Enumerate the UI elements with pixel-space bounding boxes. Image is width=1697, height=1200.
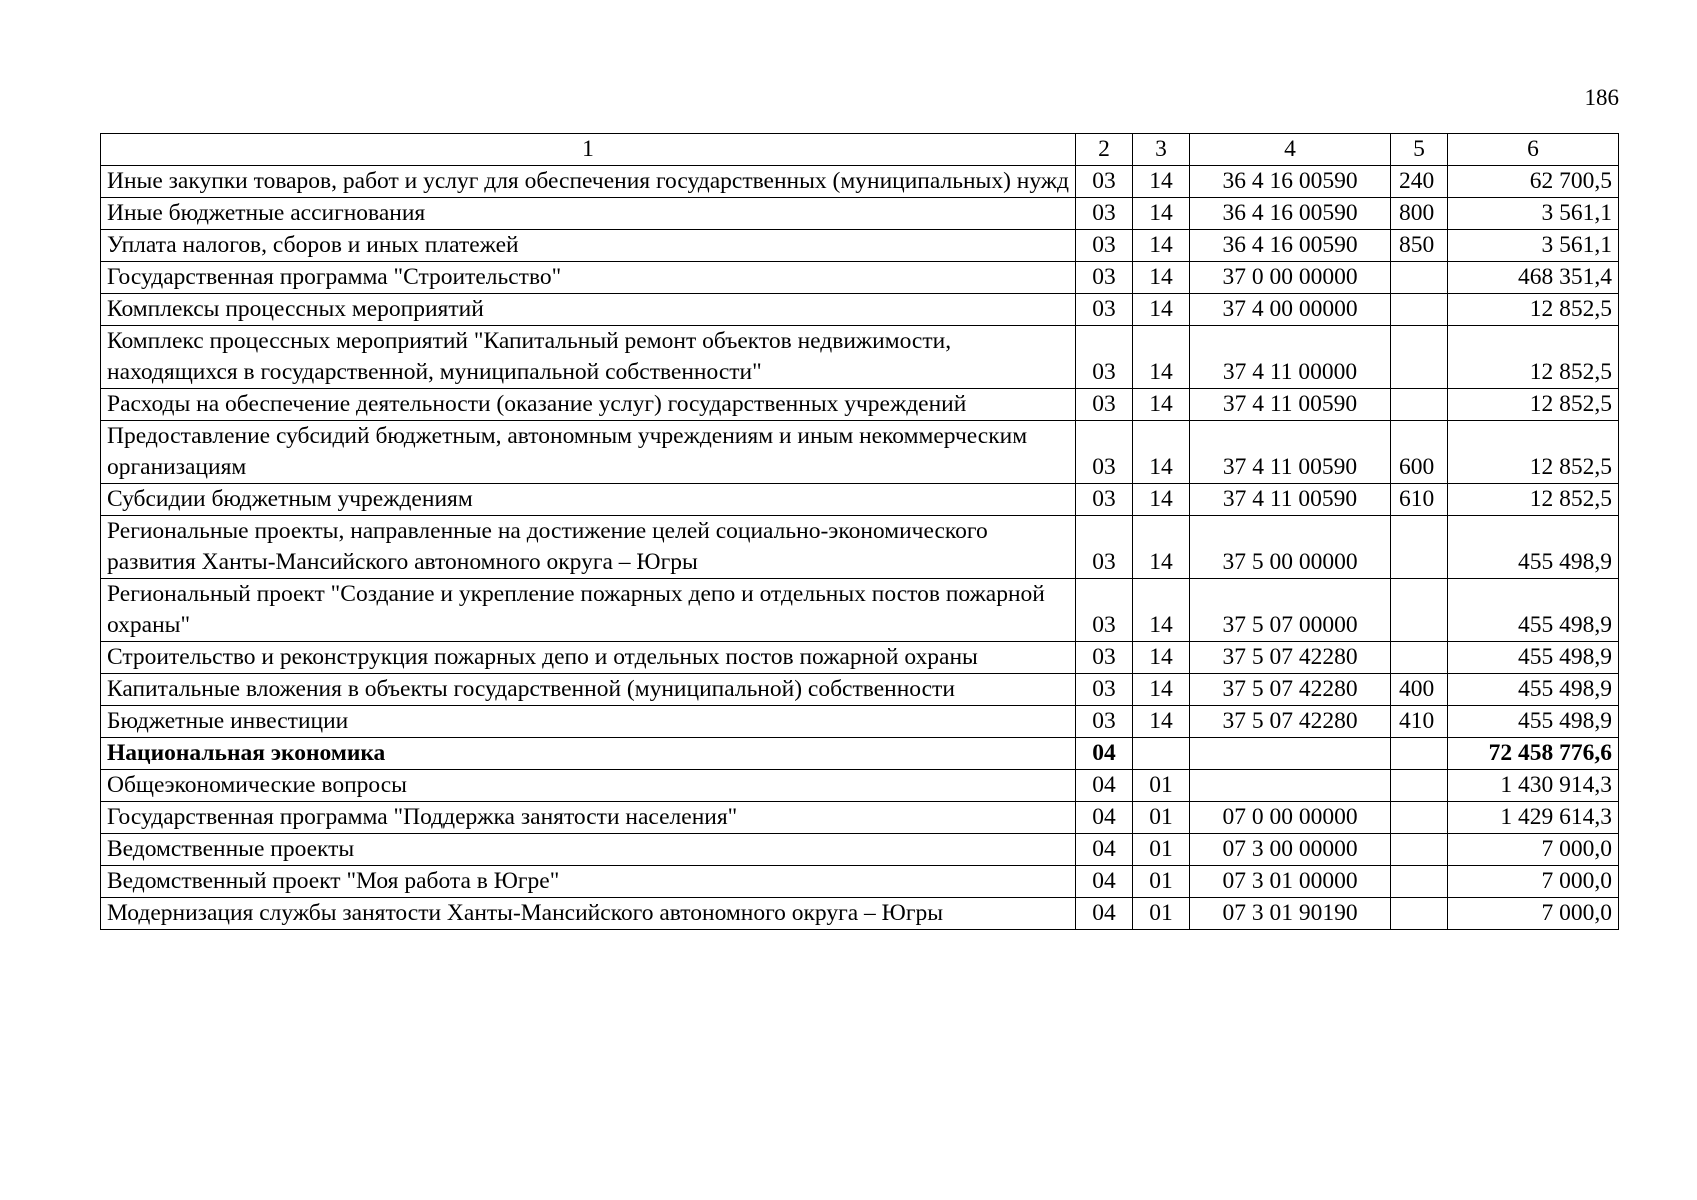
row-subsection: 01 xyxy=(1133,834,1190,866)
row-expense-type xyxy=(1391,834,1448,866)
table-row xyxy=(101,230,1619,262)
row-target-code xyxy=(1190,738,1391,770)
table-row xyxy=(101,834,1619,866)
row-target-code: 37 5 07 42280 xyxy=(1190,674,1391,706)
row-amount: 12 852,5 xyxy=(1448,421,1619,484)
table-row xyxy=(101,770,1619,802)
header-cell-2: 2 xyxy=(1076,134,1133,166)
row-amount: 12 852,5 xyxy=(1448,484,1619,516)
row-subsection: 01 xyxy=(1133,802,1190,834)
table-body xyxy=(101,166,1619,930)
page-number: 186 xyxy=(1584,85,1619,110)
row-amount: 72 458 776,6 xyxy=(1448,738,1619,770)
header-cell-3: 3 xyxy=(1133,134,1190,166)
row-expense-type: 410 xyxy=(1391,706,1448,738)
table-row xyxy=(101,326,1619,389)
row-subsection: 14 xyxy=(1133,326,1190,389)
row-target-code: 36 4 16 00590 xyxy=(1190,166,1391,198)
row-target-code: 36 4 16 00590 xyxy=(1190,198,1391,230)
row-name: Государственная программа "Поддержка занятости населения" xyxy=(101,802,1076,834)
row-section: 03 xyxy=(1076,389,1133,421)
row-section: 04 xyxy=(1076,802,1133,834)
row-amount: 468 351,4 xyxy=(1448,262,1619,294)
row-name: Уплата налогов, сборов и иных платежей xyxy=(101,230,1076,262)
row-amount: 455 498,9 xyxy=(1448,579,1619,642)
row-expense-type xyxy=(1391,516,1448,579)
row-subsection: 14 xyxy=(1133,262,1190,294)
row-name: Государственная программа "Строительство" xyxy=(101,262,1076,294)
row-name: Региональные проекты, направленные на достижение целей социально-экономического развития Ханты-Мансийского автономного округа – Югры xyxy=(101,516,1076,579)
row-target-code: 37 4 11 00590 xyxy=(1190,421,1391,484)
row-amount: 455 498,9 xyxy=(1448,642,1619,674)
table-row xyxy=(101,706,1619,738)
row-amount: 1 429 614,3 xyxy=(1448,802,1619,834)
row-amount: 455 498,9 xyxy=(1448,706,1619,738)
row-target-code: 37 0 00 00000 xyxy=(1190,262,1391,294)
table-row xyxy=(101,389,1619,421)
row-amount: 455 498,9 xyxy=(1448,674,1619,706)
table-row xyxy=(101,516,1619,579)
row-section: 04 xyxy=(1076,898,1133,930)
table-row xyxy=(101,579,1619,642)
row-subsection: 14 xyxy=(1133,674,1190,706)
row-subsection xyxy=(1133,738,1190,770)
row-section: 04 xyxy=(1076,834,1133,866)
row-name: Ведомственный проект "Моя работа в Югре" xyxy=(101,866,1076,898)
row-section: 03 xyxy=(1076,706,1133,738)
row-amount: 455 498,9 xyxy=(1448,516,1619,579)
row-target-code: 37 5 07 00000 xyxy=(1190,579,1391,642)
table-row xyxy=(101,898,1619,930)
header-cell-6: 6 xyxy=(1448,134,1619,166)
row-amount: 7 000,0 xyxy=(1448,834,1619,866)
row-amount: 12 852,5 xyxy=(1448,294,1619,326)
row-subsection: 01 xyxy=(1133,866,1190,898)
row-name: Региональный проект "Создание и укрепление пожарных депо и отдельных постов пожарной охраны" xyxy=(101,579,1076,642)
table-row xyxy=(101,262,1619,294)
row-section: 04 xyxy=(1076,738,1133,770)
row-expense-type xyxy=(1391,866,1448,898)
row-section: 03 xyxy=(1076,198,1133,230)
row-target-code: 36 4 16 00590 xyxy=(1190,230,1391,262)
row-section: 04 xyxy=(1076,866,1133,898)
row-name: Комплекс процессных мероприятий "Капитальный ремонт объектов недвижимости, находящихся в государственной, муниципальной собственности" xyxy=(101,326,1076,389)
row-expense-type xyxy=(1391,262,1448,294)
row-subsection: 14 xyxy=(1133,579,1190,642)
row-expense-type xyxy=(1391,389,1448,421)
row-name: Расходы на обеспечение деятельности (оказание услуг) государственных учреждений xyxy=(101,389,1076,421)
row-expense-type: 600 xyxy=(1391,421,1448,484)
row-section: 03 xyxy=(1076,579,1133,642)
row-name: Модернизация службы занятости Ханты-Мансийского автономного округа – Югры xyxy=(101,898,1076,930)
row-section: 03 xyxy=(1076,230,1133,262)
row-target-code: 07 3 00 00000 xyxy=(1190,834,1391,866)
table-row xyxy=(101,866,1619,898)
row-amount: 3 561,1 xyxy=(1448,198,1619,230)
row-amount: 3 561,1 xyxy=(1448,230,1619,262)
row-section: 03 xyxy=(1076,326,1133,389)
row-name: Строительство и реконструкция пожарных депо и отдельных постов пожарной охраны xyxy=(101,642,1076,674)
row-expense-type: 240 xyxy=(1391,166,1448,198)
row-subsection: 14 xyxy=(1133,484,1190,516)
row-amount: 7 000,0 xyxy=(1448,866,1619,898)
row-expense-type: 610 xyxy=(1391,484,1448,516)
row-target-code: 07 3 01 00000 xyxy=(1190,866,1391,898)
row-expense-type xyxy=(1391,898,1448,930)
row-target-code: 37 5 07 42280 xyxy=(1190,642,1391,674)
row-name: Бюджетные инвестиции xyxy=(101,706,1076,738)
row-expense-type: 400 xyxy=(1391,674,1448,706)
row-name: Иные бюджетные ассигнования xyxy=(101,198,1076,230)
row-target-code: 07 0 00 00000 xyxy=(1190,802,1391,834)
row-section: 03 xyxy=(1076,642,1133,674)
row-subsection: 14 xyxy=(1133,230,1190,262)
row-name: Общеэкономические вопросы xyxy=(101,770,1076,802)
row-section: 03 xyxy=(1076,484,1133,516)
row-section: 03 xyxy=(1076,262,1133,294)
row-subsection: 14 xyxy=(1133,389,1190,421)
row-section: 03 xyxy=(1076,516,1133,579)
row-name: Иные закупки товаров, работ и услуг для обеспечения государственных (муниципальных) нужд xyxy=(101,166,1076,198)
table-row xyxy=(101,642,1619,674)
header-cell-1: 1 xyxy=(101,134,1076,166)
row-amount: 7 000,0 xyxy=(1448,898,1619,930)
row-target-code: 37 4 11 00590 xyxy=(1190,484,1391,516)
row-name: Ведомственные проекты xyxy=(101,834,1076,866)
row-target-code: 37 4 11 00590 xyxy=(1190,389,1391,421)
row-expense-type xyxy=(1391,579,1448,642)
row-amount: 1 430 914,3 xyxy=(1448,770,1619,802)
row-name: Капитальные вложения в объекты государственной (муниципальной) собственности xyxy=(101,674,1076,706)
header-cell-4: 4 xyxy=(1190,134,1391,166)
table-row xyxy=(101,421,1619,484)
row-amount: 62 700,5 xyxy=(1448,166,1619,198)
table-row xyxy=(101,674,1619,706)
row-target-code xyxy=(1190,770,1391,802)
header-row xyxy=(101,134,1619,166)
row-section: 03 xyxy=(1076,294,1133,326)
row-target-code: 37 5 00 00000 xyxy=(1190,516,1391,579)
row-subsection: 14 xyxy=(1133,421,1190,484)
table-row xyxy=(101,294,1619,326)
row-section: 03 xyxy=(1076,674,1133,706)
row-expense-type xyxy=(1391,642,1448,674)
table-row xyxy=(101,738,1619,770)
row-subsection: 14 xyxy=(1133,706,1190,738)
row-target-code: 07 3 01 90190 xyxy=(1190,898,1391,930)
row-target-code: 37 4 00 00000 xyxy=(1190,294,1391,326)
table-row xyxy=(101,802,1619,834)
row-subsection: 14 xyxy=(1133,198,1190,230)
table-row xyxy=(101,198,1619,230)
table-row xyxy=(101,484,1619,516)
row-amount: 12 852,5 xyxy=(1448,326,1619,389)
row-name: Предоставление субсидий бюджетным, автономным учреждениям и иным некоммерческим организациям xyxy=(101,421,1076,484)
header-cell-5: 5 xyxy=(1391,134,1448,166)
table-row xyxy=(101,166,1619,198)
row-expense-type: 800 xyxy=(1391,198,1448,230)
row-expense-type: 850 xyxy=(1391,230,1448,262)
row-name: Комплексы процессных мероприятий xyxy=(101,294,1076,326)
row-section: 03 xyxy=(1076,421,1133,484)
row-expense-type xyxy=(1391,326,1448,389)
row-expense-type xyxy=(1391,294,1448,326)
row-subsection: 14 xyxy=(1133,166,1190,198)
row-section: 04 xyxy=(1076,770,1133,802)
row-expense-type xyxy=(1391,770,1448,802)
row-target-code: 37 4 11 00000 xyxy=(1190,326,1391,389)
row-expense-type xyxy=(1391,802,1448,834)
budget-table xyxy=(100,133,1619,930)
row-expense-type xyxy=(1391,738,1448,770)
row-subsection: 01 xyxy=(1133,770,1190,802)
row-subsection: 14 xyxy=(1133,516,1190,579)
table-header xyxy=(101,134,1619,166)
row-subsection: 01 xyxy=(1133,898,1190,930)
row-amount: 12 852,5 xyxy=(1448,389,1619,421)
row-section: 03 xyxy=(1076,166,1133,198)
row-target-code: 37 5 07 42280 xyxy=(1190,706,1391,738)
row-name: Субсидии бюджетным учреждениям xyxy=(101,484,1076,516)
row-subsection: 14 xyxy=(1133,294,1190,326)
row-subsection: 14 xyxy=(1133,642,1190,674)
row-name: Национальная экономика xyxy=(101,738,1076,770)
